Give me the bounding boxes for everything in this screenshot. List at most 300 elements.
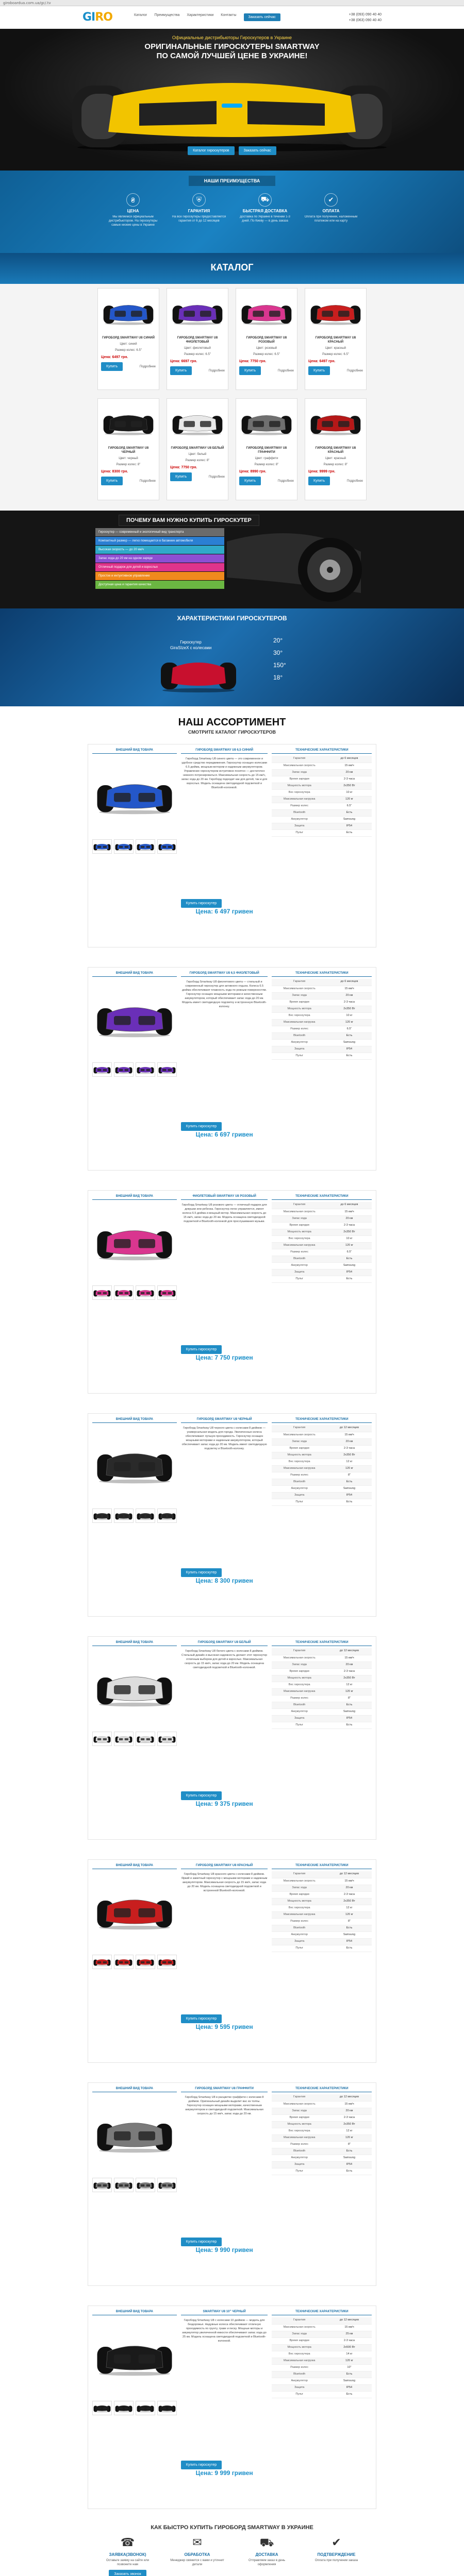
spec-row bbox=[272, 809, 372, 816]
hoverboard-image bbox=[96, 2113, 173, 2155]
specs-section bbox=[0, 608, 464, 706]
product-thumbnail[interactable] bbox=[114, 2178, 134, 2192]
spec-row bbox=[272, 1425, 372, 1432]
spec-row bbox=[272, 1438, 372, 1445]
why-item: Запас хода до 20 км на одном заряде bbox=[95, 554, 224, 563]
spec-value: до 6 месяцев bbox=[327, 979, 372, 986]
advantage-item bbox=[105, 193, 161, 227]
catalog-card[interactable] bbox=[97, 398, 159, 500]
product-look-header: ВНЕШНИЙ ВИД ТОВАРА bbox=[92, 1418, 177, 1423]
spec-row bbox=[272, 823, 372, 829]
catalog-card[interactable] bbox=[236, 398, 297, 500]
spec-row bbox=[272, 1432, 372, 1438]
product-main-image[interactable] bbox=[92, 1426, 177, 1503]
spec-label: Защита bbox=[272, 1046, 326, 1053]
spec-label: Bluetooth bbox=[272, 1256, 326, 1262]
product-buy-button[interactable]: Купить гироскутер bbox=[181, 1122, 222, 1131]
catalog-buy-button[interactable]: Купить bbox=[308, 477, 330, 485]
spec-label: Аккумулятор bbox=[272, 1708, 326, 1715]
product-main-image[interactable] bbox=[92, 757, 177, 834]
spec-value: 10" bbox=[327, 2364, 372, 2371]
site-logo[interactable] bbox=[82, 11, 119, 24]
product-thumbnail[interactable] bbox=[92, 1509, 112, 1523]
catalog-card-image[interactable] bbox=[239, 402, 294, 443]
catalog-card[interactable] bbox=[97, 288, 159, 390]
spec-label: Пульт bbox=[272, 1499, 326, 1505]
product-specs bbox=[272, 972, 372, 1166]
why-item: Гироскутер — современный и экологичный вид транспорта bbox=[95, 528, 224, 536]
product-card bbox=[88, 967, 376, 1171]
spec-row bbox=[272, 2391, 372, 2398]
hoverboard-image bbox=[137, 1511, 154, 1520]
spec-row bbox=[272, 1688, 372, 1695]
hoverboard-image bbox=[96, 1444, 173, 1485]
product-thumbnail[interactable] bbox=[136, 2178, 155, 2192]
product-thumbnail[interactable] bbox=[157, 1509, 177, 1523]
spec-label: Вес гироскутера bbox=[272, 2128, 326, 2134]
product-thumbnail[interactable] bbox=[136, 2401, 155, 2415]
spec-value: 120 кг bbox=[327, 1019, 372, 1026]
product-name: ГИРОБОРД SMARTWAY U8 ГРАФФИТИ bbox=[181, 2087, 268, 2092]
product-thumbnail[interactable] bbox=[136, 1955, 155, 1969]
product-buy-button[interactable]: Купить гироскутер bbox=[181, 1345, 222, 1354]
product-specs bbox=[272, 749, 372, 943]
hoverboard-image bbox=[115, 2180, 132, 2190]
why-list bbox=[95, 528, 224, 589]
catalog-card-actions bbox=[170, 366, 225, 375]
spec-row bbox=[272, 1032, 372, 1039]
catalog-more-link[interactable]: Подробнее bbox=[277, 369, 294, 372]
product-tech-header: ТЕХНИЧЕСКИЕ ХАРАКТЕРИСТИКИ bbox=[272, 2087, 372, 2092]
product-main-image[interactable] bbox=[92, 1203, 177, 1280]
product-buy-button[interactable]: Купить гироскутер bbox=[181, 2014, 222, 2023]
product-tech-header: ТЕХНИЧЕСКИЕ ХАРАКТЕРИСТИКИ bbox=[272, 1641, 372, 1646]
product-card bbox=[88, 1413, 376, 1617]
catalog-card-name: ГИРОБОРД SMARTWAY U8 СИНИЙ bbox=[102, 336, 155, 340]
spec-value: IP54 bbox=[327, 2384, 372, 2391]
product-info bbox=[181, 972, 268, 1166]
product-specs bbox=[272, 1641, 372, 1835]
hoverboard-image bbox=[158, 2403, 176, 2413]
spec-value: 120 кг bbox=[327, 796, 372, 803]
catalog-card[interactable] bbox=[305, 288, 367, 390]
product-name: ГИРОБОРД SMARTWAY U8 БЕЛЫЙ bbox=[181, 1641, 268, 1646]
spec-value: Есть bbox=[327, 2168, 372, 2175]
spec-value: до 12 месяцев bbox=[327, 2317, 372, 2324]
spec-table bbox=[272, 1202, 372, 1283]
spec-label: Bluetooth bbox=[272, 2148, 326, 2155]
spec-value: 2-3 часа bbox=[327, 1891, 372, 1898]
spec-label: Защита bbox=[272, 1269, 326, 1276]
spec-value: Samsung bbox=[327, 2155, 372, 2161]
nav-link-contacts[interactable]: Контакты bbox=[221, 13, 237, 17]
spec-value: IP54 bbox=[327, 1938, 372, 1945]
product-thumbnail[interactable] bbox=[114, 1509, 134, 1523]
hoverboard-image bbox=[115, 1734, 132, 1743]
catalog-card-image[interactable] bbox=[170, 292, 225, 333]
spec-value: 2x350 Вт bbox=[327, 2121, 372, 2128]
spec-row bbox=[272, 1891, 372, 1898]
spec-value: 25 км bbox=[327, 2331, 372, 2337]
product-thumbnail[interactable] bbox=[92, 1062, 112, 1077]
spec-value: 14 кг bbox=[327, 2351, 372, 2358]
spec-value: Samsung bbox=[327, 1485, 372, 1492]
spec-value: 8" bbox=[327, 1472, 372, 1479]
angle-value: 18° bbox=[273, 674, 283, 681]
spec-label: Пульт bbox=[272, 1276, 326, 1282]
hoverboard-image bbox=[96, 775, 173, 816]
spec-label: Гарантия bbox=[272, 1425, 326, 1432]
spec-value: 8" bbox=[327, 1695, 372, 1702]
spec-row bbox=[272, 1276, 372, 1282]
truck-icon: ⛟ bbox=[258, 193, 272, 207]
spec-label: Размер колес bbox=[272, 1472, 326, 1479]
angle-value: 20° bbox=[273, 637, 283, 644]
product-name: ГИРОБОРД SMARTWAY U8 6,5 ФИОЛЕТОВЫЙ bbox=[181, 972, 268, 977]
catalog-buy-button[interactable]: Купить bbox=[170, 366, 192, 375]
spec-row bbox=[272, 2094, 372, 2101]
spec-row bbox=[272, 1215, 372, 1222]
catalog-card-image[interactable] bbox=[101, 292, 156, 333]
spec-value: 15 км/ч bbox=[327, 2101, 372, 2108]
product-thumbnail[interactable] bbox=[114, 1285, 134, 1300]
spec-row bbox=[272, 1262, 372, 1269]
spec-label: Запас хода bbox=[272, 992, 326, 999]
spec-label: Размер колес bbox=[272, 1695, 326, 1702]
product-thumbnail[interactable] bbox=[136, 839, 155, 854]
catalog-card-spec: Размер колес: 6.5" bbox=[253, 353, 280, 356]
spec-value: Есть bbox=[327, 2371, 372, 2378]
product-thumbnail[interactable] bbox=[136, 1062, 155, 1077]
spec-value: IP54 bbox=[327, 1715, 372, 1722]
catalog-card[interactable] bbox=[167, 288, 228, 390]
spec-label: Максимальная скорость bbox=[272, 1209, 326, 1215]
spec-row bbox=[272, 1039, 372, 1046]
product-buy-button[interactable]: Купить гироскутер bbox=[181, 2461, 222, 2469]
hoverboard-image bbox=[115, 1511, 132, 1520]
spec-value: IP54 bbox=[327, 1492, 372, 1499]
catalog-more-link[interactable]: Подробнее bbox=[346, 479, 363, 483]
spec-value: 2x350 Вт bbox=[327, 1006, 372, 1012]
spec-value: до 6 месяцев bbox=[327, 1202, 372, 1209]
product-buy-row bbox=[181, 2461, 268, 2469]
spec-value: 10 кг bbox=[327, 1235, 372, 1242]
step-text: Оставьте заявку на сайте или позвоните нам bbox=[106, 2559, 149, 2566]
spec-row bbox=[272, 1655, 372, 1662]
spec-row bbox=[272, 1675, 372, 1682]
catalog-card[interactable] bbox=[236, 288, 297, 390]
product-thumbnail[interactable] bbox=[114, 1955, 134, 1969]
product-specs bbox=[272, 1418, 372, 1612]
logo-main: GI bbox=[82, 11, 95, 24]
spec-value: 8" bbox=[327, 2141, 372, 2148]
spec-label: Максимальная скорость bbox=[272, 2324, 326, 2331]
product-buy-button[interactable]: Купить гироскутер bbox=[181, 899, 222, 908]
spec-value: 15 км/ч bbox=[327, 1209, 372, 1215]
spec-label: Гарантия bbox=[272, 756, 326, 762]
product-thumbnails bbox=[92, 1509, 177, 1523]
assortment-title: НАШ АССОРТИМЕНТ bbox=[178, 717, 286, 728]
product-thumbnail[interactable] bbox=[157, 2178, 177, 2192]
step-item bbox=[240, 2536, 294, 2576]
nav-link-specs[interactable]: Характеристики bbox=[187, 13, 214, 17]
spec-label: Время зарядки bbox=[272, 1445, 326, 1452]
hero-hoverboard-image bbox=[52, 75, 412, 152]
hero-catalog-button[interactable]: Каталог гироскутеров bbox=[188, 146, 234, 155]
product-buy-row bbox=[181, 899, 268, 908]
hoverboard-image bbox=[93, 842, 111, 851]
catalog-card-spec: Размер колес: 8" bbox=[323, 463, 348, 466]
catalog-buy-button[interactable]: Купить bbox=[101, 362, 123, 371]
hoverboard-image bbox=[172, 409, 223, 437]
product-thumbnail[interactable] bbox=[136, 1509, 155, 1523]
product-thumbnail[interactable] bbox=[157, 1732, 177, 1746]
spec-row bbox=[272, 2378, 372, 2384]
product-thumbnail[interactable] bbox=[157, 839, 177, 854]
catalog-card-image[interactable] bbox=[308, 292, 363, 333]
product-buy-row bbox=[181, 2238, 268, 2246]
spec-value: IP54 bbox=[327, 1046, 372, 1053]
catalog-more-link[interactable]: Подробнее bbox=[277, 479, 294, 483]
nav-link-catalog[interactable]: Каталог bbox=[134, 13, 147, 17]
spec-label: Защита bbox=[272, 823, 326, 829]
catalog-card-image[interactable] bbox=[308, 402, 363, 443]
catalog-card-actions bbox=[101, 477, 156, 485]
catalog-card[interactable] bbox=[305, 398, 367, 500]
why-title: ПОЧЕМУ ВАМ НУЖНО КУПИТЬ ГИРОСКУТЕР bbox=[119, 515, 259, 526]
spec-label: Пульт bbox=[272, 2168, 326, 2175]
catalog-card-spec: Размер колес: 8" bbox=[254, 463, 279, 466]
spec-row bbox=[272, 2121, 372, 2128]
spec-value: 12 кг bbox=[327, 1682, 372, 1688]
product-main-image[interactable] bbox=[92, 2318, 177, 2396]
spec-label: Bluetooth bbox=[272, 1925, 326, 1931]
product-thumbnail[interactable] bbox=[92, 1285, 112, 1300]
product-thumbnails bbox=[92, 1285, 177, 1300]
catalog-card-name: ГИРОБОРД SMARTWAY U8 ФИОЛЕТОВЫЙ bbox=[177, 336, 218, 344]
product-thumbnail[interactable] bbox=[114, 1732, 134, 1746]
assortment-subtitle: СМОТРИТЕ КАТАЛОГ ГИРОСКУТЕРОВ bbox=[188, 730, 276, 735]
product-info bbox=[181, 1418, 268, 1612]
product-main-image[interactable] bbox=[92, 2095, 177, 2173]
hoverboard-image bbox=[158, 1957, 176, 1967]
step-title: ПОДТВЕРЖДЕНИЕ bbox=[317, 2552, 356, 2557]
product-gallery bbox=[92, 2087, 177, 2281]
spec-row bbox=[272, 1479, 372, 1485]
catalog-card-name: ГИРОБОРД SMARTWAY U8 РОЗОВЫЙ bbox=[246, 336, 287, 344]
catalog-card-image[interactable] bbox=[170, 402, 225, 443]
product-price: Цена: 6 497 гривен bbox=[195, 908, 253, 915]
spec-value: IP54 bbox=[327, 823, 372, 829]
hero-title bbox=[0, 42, 464, 61]
product-thumbnail[interactable] bbox=[157, 1285, 177, 1300]
spec-table bbox=[272, 2094, 372, 2175]
catalog-buy-button[interactable]: Купить bbox=[170, 472, 192, 481]
hoverboard-image bbox=[310, 409, 361, 437]
spec-value: 20 км bbox=[327, 1215, 372, 1222]
browser-url-bar[interactable]: giroboardua.com.ua/gc/.tv bbox=[0, 0, 464, 6]
spec-row bbox=[272, 1459, 372, 1465]
product-name: ГИРОБОРД SMARTWAY U8 ЧЕРНЫЙ bbox=[181, 1418, 268, 1423]
spec-value: 2-3 часа bbox=[327, 1222, 372, 1229]
catalog-card-image[interactable] bbox=[101, 402, 156, 443]
spec-label: Аккумулятор bbox=[272, 2155, 326, 2161]
product-description: Гироборд Smartway U8 фиолетового цвета — стильный и современный гироскутер для активного отдыха. Колеса 6.5 дюйма обеспечивают плавность хода по ровным поверхностям. Гироскутер оснащен мощными моторами и качественным аккумулятором, который обеспечивает запас хода до 20 км. Модель имеет светодиодную подсветку и встроенную Bluetooth-колонку. bbox=[182, 980, 267, 1008]
step-item bbox=[170, 2536, 224, 2576]
spec-row bbox=[272, 1019, 372, 1026]
product-thumbnail[interactable] bbox=[136, 1732, 155, 1746]
spec-row bbox=[272, 992, 372, 999]
product-look-header: ВНЕШНИЙ ВИД ТОВАРА bbox=[92, 2087, 177, 2092]
spec-value: 15 км/ч bbox=[327, 1432, 372, 1438]
product-thumbnail[interactable] bbox=[114, 839, 134, 854]
spec-row bbox=[272, 2351, 372, 2358]
specs-angles bbox=[273, 634, 286, 684]
spec-label: Время зарядки bbox=[272, 1222, 326, 1229]
spec-label: Аккумулятор bbox=[272, 1485, 326, 1492]
product-thumbnail[interactable] bbox=[92, 1732, 112, 1746]
spec-label: Максимальная скорость bbox=[272, 762, 326, 769]
spec-row bbox=[272, 2331, 372, 2337]
spec-row bbox=[272, 1938, 372, 1945]
product-buy-button[interactable]: Купить гироскутер bbox=[181, 2238, 222, 2246]
advantage-text: Доставка по Украине в течении 1-3 дней. По Киеву — в день заказа bbox=[240, 215, 290, 223]
product-specs bbox=[272, 2087, 372, 2281]
product-thumbnail[interactable] bbox=[92, 1955, 112, 1969]
product-main-image[interactable] bbox=[92, 1872, 177, 1950]
catalog-card-name: ГИРОБОРД SMARTWAY U8 ЧЕРНЫЙ bbox=[108, 447, 149, 454]
spec-label: Размер колес bbox=[272, 803, 326, 809]
steps-list bbox=[0, 2536, 464, 2576]
spec-value: 2-3 часа bbox=[327, 2114, 372, 2121]
spec-label: Максимальная нагрузка bbox=[272, 1242, 326, 1249]
catalog-card-price: Цена: 6697 грн. bbox=[170, 360, 197, 363]
advantage-text: На все гироскутеры предоставляется гарантия от 6 до 12 месяцев bbox=[172, 215, 226, 223]
spec-row bbox=[272, 1222, 372, 1229]
spec-row bbox=[272, 1006, 372, 1012]
spec-label: Размер колес bbox=[272, 2364, 326, 2371]
hoverboard-image bbox=[241, 298, 292, 327]
spec-label: Защита bbox=[272, 1492, 326, 1499]
spec-label: Мощность мотора bbox=[272, 783, 326, 789]
catalog-title: КАТАЛОГ bbox=[210, 262, 254, 273]
hoverboard-image bbox=[93, 2180, 111, 2190]
header-order-button[interactable]: Заказать сейчас bbox=[244, 13, 280, 21]
spec-row bbox=[272, 769, 372, 776]
spec-row bbox=[272, 1026, 372, 1032]
catalog-card-price: Цена: 7750 грн. bbox=[170, 466, 197, 469]
catalog-more-link[interactable]: Подробнее bbox=[139, 479, 156, 483]
hoverboard-image bbox=[137, 1288, 154, 1297]
product-info bbox=[181, 1641, 268, 1835]
spec-row bbox=[272, 1682, 372, 1688]
spec-row bbox=[272, 2101, 372, 2108]
catalog-card-image[interactable] bbox=[239, 292, 294, 333]
product-buy-button[interactable]: Купить гироскутер bbox=[181, 1568, 222, 1577]
spec-label: Максимальная нагрузка bbox=[272, 1688, 326, 1695]
specs-caption bbox=[170, 639, 211, 651]
product-main-image[interactable] bbox=[92, 1649, 177, 1726]
catalog-card[interactable] bbox=[167, 398, 228, 500]
product-gallery bbox=[92, 1195, 177, 1389]
header-phone-2[interactable]: +38 (063) 090 40 40 bbox=[349, 18, 382, 22]
spec-value: Есть bbox=[327, 829, 372, 836]
product-thumbnail[interactable] bbox=[92, 839, 112, 854]
spec-label: Запас хода bbox=[272, 769, 326, 776]
hero-order-button[interactable]: Заказать сейчас bbox=[239, 146, 276, 155]
product-thumbnail[interactable] bbox=[136, 1285, 155, 1300]
spec-value: Есть bbox=[327, 2148, 372, 2155]
assortment-section bbox=[0, 706, 464, 2514]
catalog-buy-button[interactable]: Купить bbox=[101, 477, 123, 485]
nav-link-advantages[interactable]: Преимущества bbox=[154, 13, 180, 17]
product-thumbnail[interactable] bbox=[157, 1062, 177, 1077]
product-thumbnail[interactable] bbox=[157, 2401, 177, 2415]
catalog-buy-button[interactable]: Купить bbox=[308, 366, 330, 375]
spec-value: Есть bbox=[327, 1053, 372, 1059]
step-title: ДОСТАВКА bbox=[255, 2552, 278, 2557]
product-thumbnail[interactable] bbox=[157, 1955, 177, 1969]
spec-row bbox=[272, 1662, 372, 1668]
product-thumbnail[interactable] bbox=[114, 2401, 134, 2415]
hoverboard-image bbox=[115, 842, 132, 851]
spec-row bbox=[272, 986, 372, 992]
catalog-more-link[interactable]: Подробнее bbox=[208, 369, 225, 372]
spec-label: Bluetooth bbox=[272, 1702, 326, 1708]
catalog-more-link[interactable]: Подробнее bbox=[139, 365, 156, 368]
catalog-card-spec: Цвет: белый bbox=[188, 453, 207, 456]
spec-label: Запас хода bbox=[272, 2108, 326, 2114]
spec-row bbox=[272, 2371, 372, 2378]
product-thumbnail[interactable] bbox=[92, 2178, 112, 2192]
product-thumbnail[interactable] bbox=[92, 2401, 112, 2415]
catalog-card-spec: Размер колес: 6.5" bbox=[184, 353, 211, 356]
product-price: Цена: 9 990 гривен bbox=[195, 2246, 253, 2253]
catalog-buy-button[interactable]: Купить bbox=[239, 366, 261, 375]
spec-row bbox=[272, 1202, 372, 1209]
product-specs bbox=[272, 1864, 372, 2058]
spec-row bbox=[272, 1256, 372, 1262]
spec-row bbox=[272, 1452, 372, 1459]
product-main-image[interactable] bbox=[92, 980, 177, 1057]
catalog-more-link[interactable]: Подробнее bbox=[208, 475, 225, 479]
hoverboard-image bbox=[310, 298, 361, 327]
spec-row bbox=[272, 1702, 372, 1708]
spec-value: 12 кг bbox=[327, 2128, 372, 2134]
spec-value: до 12 месяцев bbox=[327, 1425, 372, 1432]
spec-label: Время зарядки bbox=[272, 1891, 326, 1898]
catalog-buy-button[interactable]: Купить bbox=[239, 477, 261, 485]
spec-value: Samsung bbox=[327, 1039, 372, 1046]
product-thumbnail[interactable] bbox=[114, 1062, 134, 1077]
product-thumbnails bbox=[92, 2401, 177, 2415]
header-phone-1[interactable]: +38 (093) 090 40 40 bbox=[349, 12, 382, 16]
advantage-item bbox=[171, 193, 227, 227]
logo-accent: RO bbox=[95, 11, 112, 24]
catalog-card-spec: Размер колес: 8" bbox=[185, 459, 210, 462]
catalog-card-spec: Цвет: черный bbox=[119, 457, 138, 460]
product-buy-button[interactable]: Купить гироскутер bbox=[181, 1791, 222, 1800]
request-call-button[interactable]: Заказать звонок bbox=[109, 2570, 146, 2576]
product-thumbnails bbox=[92, 1732, 177, 1746]
catalog-more-link[interactable]: Подробнее bbox=[346, 369, 363, 372]
catalog-grid bbox=[0, 288, 464, 500]
catalog-card-actions bbox=[239, 366, 294, 375]
hero-kicker: Официальные дистрибьюторы Гироскутеров в Украине bbox=[172, 35, 292, 40]
spec-value: Есть bbox=[327, 1722, 372, 1728]
spec-label: Вес гироскутера bbox=[272, 1682, 326, 1688]
spec-label: Гарантия bbox=[272, 2317, 326, 2324]
